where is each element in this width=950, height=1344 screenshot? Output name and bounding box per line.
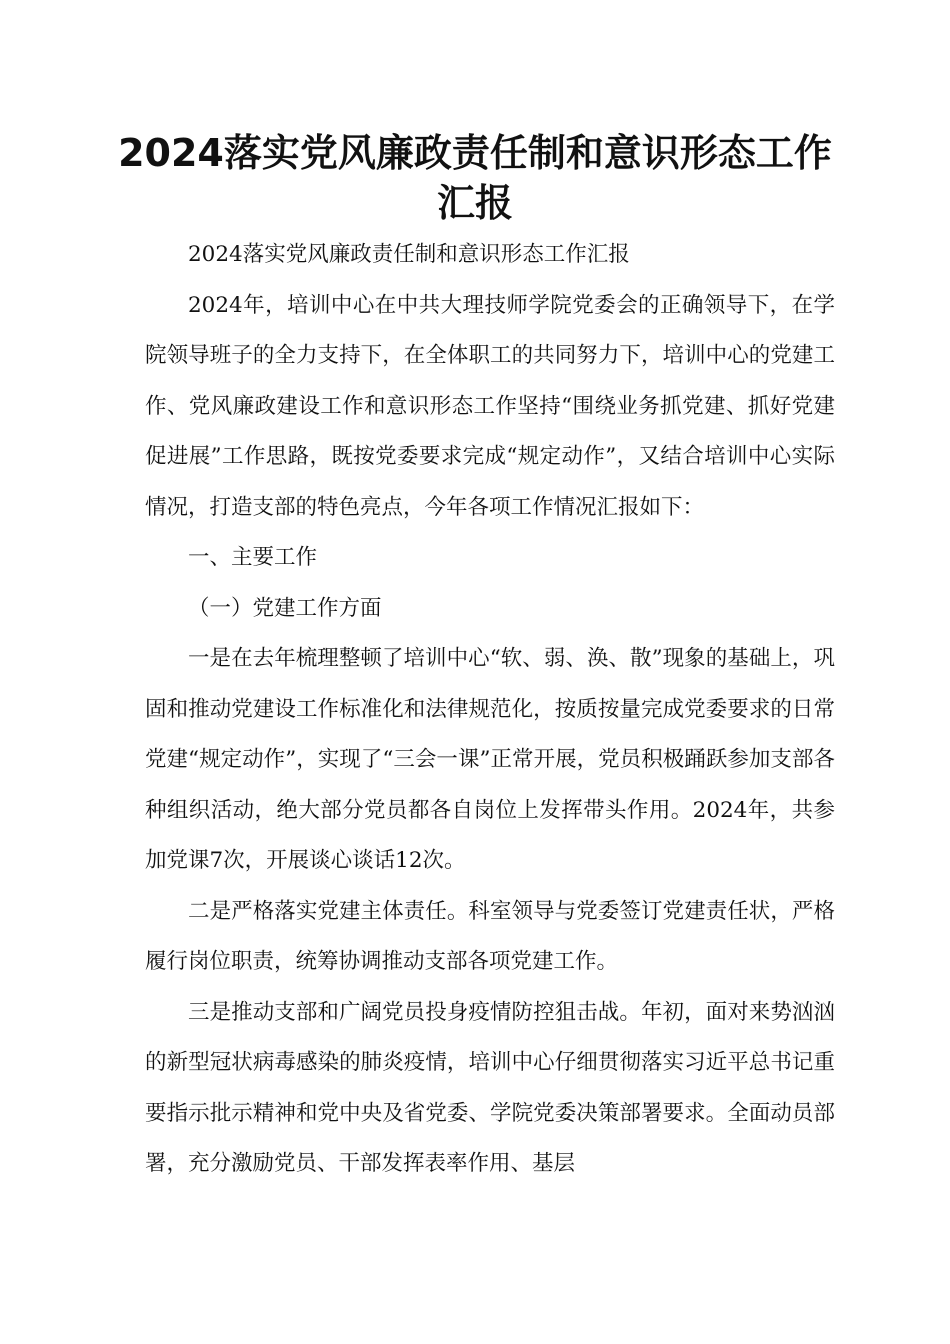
section-heading: 一、主要工作 (188, 545, 318, 570)
subsection-heading: （一）党建工作方面 (188, 595, 382, 621)
body-paragraph: 一是在去年梳理整顿了培训中心“软、弱、涣、散”现象的基础上，巩固和推动党建设工作标准化和法律规范化，按质按量完成党委要求的日常党建“规定动作”，实现了“三会一课”正常开展，党员积极踊跃参加支部各种组织活动，绝大部分党员都各自岗位上发挥带头作用。2024年，共参加党课7次，开展谈心谈话12次。 (145, 646, 835, 873)
subtitle-paragraph: 2024落实党风廉政责任制和意识形态工作汇报 (188, 242, 630, 267)
document-body (145, 230, 835, 1190)
intro-paragraph: 2024年，培训中心在中共大理技师学院党委会的正确领导下，在学院领导班子的全力支持下，在全体职工的共同努力下，培训中心的党建工作、党风廉政建设工作和意识形态工作坚持“围绕业务抓党建、抓好党建促进展”工作思路，既按党委要求完成“规定动作”，又结合培训中心实际情况，打造支部的特色亮点，今年各项工作情况汇报如下： (145, 292, 835, 520)
document-title: 2024落实党风廉政责任制和意识形态工作汇报 (118, 131, 832, 225)
body-paragraph: 三是推动支部和广阔党员投身疫情防控狙击战。年初，面对来势汹汹的新型冠状病毒感染的肺炎疫情，培训中心仔细贯彻落实习近平总书记重要指示批示精神和党中央及省党委、学院党委决策部署要求。全面动员部署，充分激励党员、干部发挥表率作用、基层 (145, 999, 835, 1176)
body-paragraph: 二是严格落实党建主体责任。科室领导与党委签订党建责任状，严格履行岗位职责，统筹协调推动支部各项党建工作。 (145, 898, 835, 974)
